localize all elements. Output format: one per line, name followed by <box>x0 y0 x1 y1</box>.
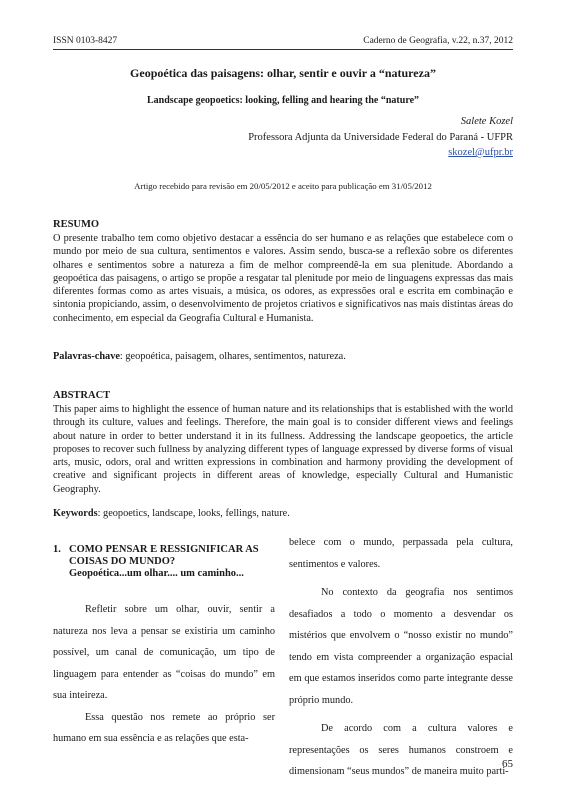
keywords-label: Palavras-chave <box>53 351 120 362</box>
article-subtitle: Landscape geopoetics: looking, felling and hearing the “nature” <box>146 95 420 106</box>
author-block <box>248 114 513 161</box>
keywords-list: : geopoetics, landscape, looks, fellings, nature. <box>97 508 290 519</box>
abstract-heading: ABSTRACT <box>53 390 111 401</box>
issn: ISSN 0103-8427 <box>53 36 118 46</box>
abstract-text: This paper aims to highlight the essence of human nature and its relationships that is established with the world through its culture, values and feelings. Therefore, the main goal is to consider different views and feelings about nature in order to better understand it in its fullness. Addressing the landscape geopoetics, the article proposes to recover such fullness by analyzing different types of language expressed by diverse forms of visual arts, music, odors, oral and written expressions in combination and harmony providing the development of creative and significant projects in different areas of knowledge, especially Cultural and Humanistic Geography. <box>53 404 513 495</box>
journal-citation: Caderno de Geografia, v.22, n.37, 2012 <box>363 36 513 46</box>
page-number: 65 <box>502 758 513 770</box>
section-heading <box>53 544 275 580</box>
section-number: 1. <box>53 544 61 555</box>
abstract-keywords <box>53 508 513 519</box>
right-paragraph-1: No contexto da geografia nos sentimos desafiados a todo o momento a desvendar os mistérios que envolvem o “nosso existir no mundo” tendo em vista compreender a organização espacial em que estamos inseridos como parte integrante desse próprio mundo. <box>289 587 513 706</box>
author-name: Salete Kozel <box>460 116 513 127</box>
left-column <box>53 544 275 750</box>
section-title-line2: Geopoética...um olhar.... um caminho... <box>69 568 244 579</box>
keywords-label: Keywords <box>53 508 98 519</box>
resumo-text: O presente trabalho tem como objetivo destacar a essência do ser humano e as relações que estabelece com o mundo por meio de sua cultura, sentimentos e valores. Assim sendo, busca-se a reflexão sobre os diferentes olhares e sentimentos sobre a natureza a fim de melhor compreendê-la em sua plenitude. Abordando a geopoética das paisagens, o artigo se propõe a resgatar tal plenitude por meio de linguagens expressas das mais diferentes formas como as artes visuais, a música, os odores, as expressões oral e escrita em combinação e sintonia propiciando, assim, o desenvolvimento de projetos criativos e significativos nas mais distintas áreas do conhecimento, em especial da Geografia Cultural e Humanista. <box>53 233 513 324</box>
right-paragraph-0: belece com o mundo, perpassada pela cultura, sentimentos e valores. <box>289 537 513 570</box>
resumo-heading: RESUMO <box>53 219 100 230</box>
left-paragraph-2: Essa questão nos remete ao próprio ser humano em sua essência e as relações que esta- <box>53 711 275 744</box>
resumo-keywords <box>53 351 513 362</box>
article-title: Geopoética das paisagens: olhar, sentir e ouvir a “natureza” <box>130 66 436 80</box>
left-paragraph-1: Refletir sobre um olhar, ouvir, sentir a natureza nos leva a pensar se existiria um caminho possível, um canal de comunicação, um tipo de linguagem para entender as “coisas do mundo” em sua inteireza. <box>53 604 275 701</box>
section-title <box>69 544 275 580</box>
running-header <box>53 36 513 50</box>
author-email-link[interactable]: skozel@ufpr.br <box>448 147 513 158</box>
section-title-line1: COMO PENSAR E RESSIGNIFICAR AS COISAS DO MUNDO? <box>69 544 259 567</box>
right-paragraph-2: De acordo com a cultura valores e representações os seres humanos constroem e dimensionam “seus mundos” de maneira muito parti- <box>289 723 513 777</box>
right-column <box>289 532 513 783</box>
author-affiliation: Professora Adjunta da Universidade Federal do Paraná - UFPR <box>248 131 513 143</box>
received-note: Artigo recebido para revisão em 20/05/2012 e aceito para publicação em 31/05/2012 <box>134 181 432 191</box>
keywords-list: : geopoética, paisagem, olhares, sentimentos, natureza. <box>119 351 346 362</box>
